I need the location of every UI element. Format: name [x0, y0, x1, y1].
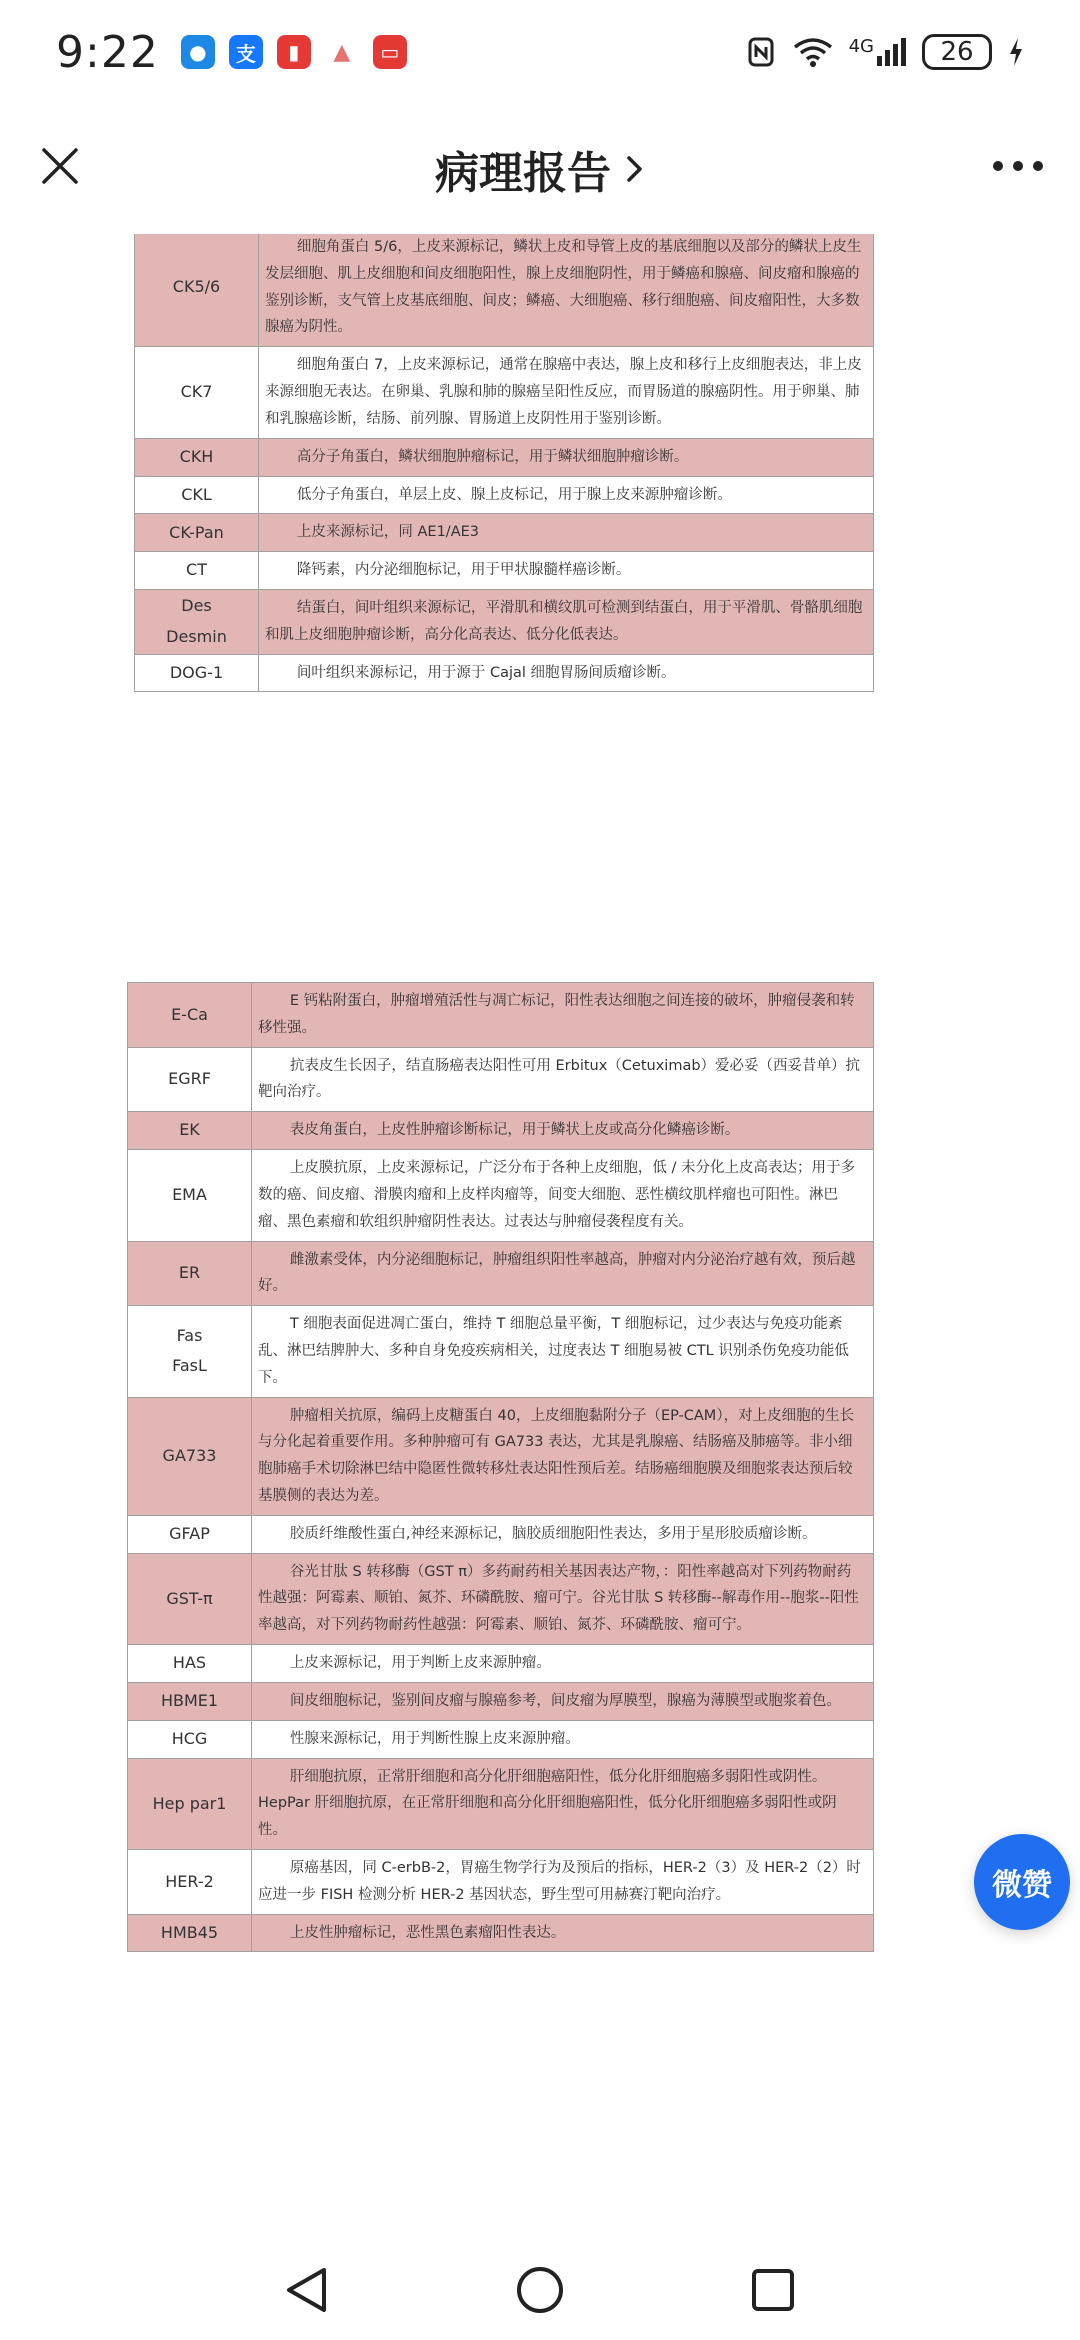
- marker-description: T 细胞表面促进凋亡蛋白，维持 T 细胞总量平衡，T 细胞标记，过少表达与免疫功能紊乱、淋巴结脾肿大、多种自身免疫疾病相关，过度表达 T 细胞易被 CTL 识别杀伤免疫功能低下。: [252, 1306, 874, 1397]
- marker-description: 高分子角蛋白，鳞状细胞肿瘤标记，用于鳞状细胞肿瘤诊断。: [259, 438, 874, 476]
- recents-square-icon: [750, 2267, 796, 2313]
- marker-description: 降钙素，内分泌细胞标记，用于甲状腺髓样癌诊断。: [259, 552, 874, 590]
- marker-description: 雌激素受体，内分泌细胞标记，肿瘤组织阳性率越高，肿瘤对内分泌治疗越有效，预后越好。: [252, 1241, 874, 1306]
- marker-code: Des Desmin: [135, 589, 259, 654]
- marker-code: HMB45: [128, 1914, 252, 1952]
- table-row: [128, 1397, 874, 1515]
- table-row: [135, 234, 874, 347]
- marker-table-2: [127, 982, 874, 1952]
- marker-code: HAS: [128, 1645, 252, 1683]
- navigation-bar: [0, 2239, 1080, 2340]
- marker-code: CKH: [135, 438, 259, 476]
- wifi-icon: [793, 37, 833, 67]
- table-row: [128, 1112, 874, 1150]
- like-float-button[interactable]: [974, 1834, 1070, 1930]
- marker-code: GA733: [128, 1397, 252, 1515]
- network-type: 4G: [848, 36, 874, 57]
- table-row: [128, 1849, 874, 1914]
- marker-code: EMA: [128, 1150, 252, 1241]
- table-row: [128, 1645, 874, 1683]
- table-row: [128, 1515, 874, 1553]
- marker-code: E-Ca: [128, 983, 252, 1048]
- marker-code: ER: [128, 1241, 252, 1306]
- table-row: [128, 1150, 874, 1241]
- marker-code: CT: [135, 552, 259, 590]
- nfc-icon: [747, 37, 777, 67]
- marker-code: GFAP: [128, 1515, 252, 1553]
- marker-description: E 钙粘附蛋白，肿瘤增殖活性与凋亡标记，阳性表达细胞之间连接的破坏，肿瘤侵袭和转移性强。: [252, 983, 874, 1048]
- chevron-right-icon: [625, 152, 645, 186]
- battery-indicator: 26: [922, 34, 992, 70]
- home-button[interactable]: [505, 2255, 575, 2325]
- table-row: [135, 347, 874, 438]
- back-button[interactable]: [272, 2255, 342, 2325]
- marker-code: HER-2: [128, 1849, 252, 1914]
- close-button[interactable]: [28, 134, 92, 198]
- marker-description: 上皮来源标记，同 AE1/AE3: [259, 514, 874, 552]
- marker-description: 肝细胞抗原，正常肝细胞和高分化肝细胞癌阳性，低分化肝细胞癌多弱阳性或阴性。HepPar 肝细胞抗原，在正常肝细胞和高分化肝细胞癌阳性，低分化肝细胞癌多弱阳性或阴性。: [252, 1758, 874, 1849]
- table-row: [128, 983, 874, 1048]
- table-row: [135, 654, 874, 692]
- marker-description: 谷光甘肽 S 转移酶（GST π）多药耐药相关基因表达产物，：阳性率越高对下列药物耐药性越强：阿霉素、顺铂、氮芥、环磷酰胺、瘤可宁。谷光甘肽 S 转移酶--解毒作用--胞浆--阳性率越高，对下列药物耐药性越强：阿霉素、顺铂、氮芥、环磷酰胺、瘤可宁。: [252, 1553, 874, 1644]
- marker-description: 间皮细胞标记，鉴别间皮瘤与腺癌参考，间皮瘤为厚膜型，腺癌为薄膜型或胞浆着色。: [252, 1682, 874, 1720]
- charging-icon: [1008, 37, 1024, 67]
- marker-description: 结蛋白，间叶组织来源标记，平滑肌和横纹肌可检测到结蛋白，用于平滑肌、骨骼肌细胞和肌上皮细胞肿瘤诊断，高分化高表达、低分化低表达。: [259, 589, 874, 654]
- marker-table-1: [134, 234, 874, 692]
- status-bar: [0, 0, 1080, 104]
- reader-app-icon: ▭: [373, 35, 407, 69]
- home-circle-icon: [515, 2265, 565, 2315]
- table-row: [135, 552, 874, 590]
- marker-description: 低分子角蛋白，单层上皮、腺上皮标记，用于腺上皮来源肿瘤诊断。: [259, 476, 874, 514]
- table-row: [135, 589, 874, 654]
- marker-code: Fas FasL: [128, 1306, 252, 1397]
- marker-code: CK7: [135, 347, 259, 438]
- marker-code: HCG: [128, 1720, 252, 1758]
- marker-description: 上皮来源标记，用于判断上皮来源肿瘤。: [252, 1645, 874, 1683]
- marker-description: 细胞角蛋白 7，上皮来源标记，通常在腺癌中表达，腺上皮和移行上皮细胞表达，非上皮来源细胞无表达。在卵巢、乳腺和肺的腺癌呈阳性反应，而胃肠道的腺癌阴性。用于卵巢、肺和乳腺癌诊断，结肠、前列腺、胃肠道上皮阴性用于鉴别诊断。: [259, 347, 874, 438]
- close-icon: [38, 144, 82, 188]
- marker-code: HBME1: [128, 1682, 252, 1720]
- like-float-label: 微赞: [992, 1868, 1052, 1903]
- app-notification-icon: ▮: [277, 35, 311, 69]
- marker-description: 胶质纤维酸性蛋白,神经来源标记，脑胶质细胞阳性表达，多用于星形胶质瘤诊断。: [252, 1515, 874, 1553]
- table-row: [128, 1047, 874, 1112]
- status-right: [747, 34, 1024, 70]
- table-row: [128, 1553, 874, 1644]
- marker-description: 间叶组织来源标记，用于源于 Cajal 细胞胃肠间质瘤诊断。: [259, 654, 874, 692]
- marker-description: 细胞角蛋白 5/6，上皮来源标记，鳞状上皮和导管上皮的基底细胞以及部分的鳞状上皮生发层细胞、肌上皮细胞和间皮细胞阳性，腺上皮细胞阴性，用于鳞癌和腺癌、间皮瘤和腺癌的鉴别诊断，支气管上皮基底细胞、间皮；鳞癌、大细胞癌、移行细胞癌、间皮瘤阳性，大多数腺癌为阴性。: [259, 234, 874, 347]
- marker-description: 表皮角蛋白，上皮性肿瘤诊断标记，用于鳞状上皮或高分化鳞癌诊断。: [252, 1112, 874, 1150]
- marker-description: 上皮膜抗原，上皮来源标记，广泛分布于各种上皮细胞，低 / 未分化上皮高表达；用于多数的癌、间皮瘤、滑膜肉瘤和上皮样肉瘤等，间变大细胞、恶性横纹肌样瘤也可阳性。淋巴瘤、黑色素瘤和软组织肿瘤阴性表达。过表达与肿瘤侵袭程度有关。: [252, 1150, 874, 1241]
- table-row: [135, 514, 874, 552]
- marker-description: 上皮性肿瘤标记，恶性黑色素瘤阳性表达。: [252, 1914, 874, 1952]
- marker-code: CK-Pan: [135, 514, 259, 552]
- marker-code: CK5/6: [135, 234, 259, 347]
- more-icon: [992, 160, 1044, 172]
- notification-icons: [181, 35, 407, 69]
- marker-code: GST-π: [128, 1553, 252, 1644]
- page-title[interactable]: [435, 137, 645, 201]
- table-row: [128, 1720, 874, 1758]
- more-button[interactable]: [978, 134, 1058, 198]
- table-row: [128, 1306, 874, 1397]
- marker-code: DOG-1: [135, 654, 259, 692]
- alipay-icon: 支: [229, 35, 263, 69]
- marker-code: EK: [128, 1112, 252, 1150]
- signal-icon: [849, 38, 906, 66]
- shop-icon: ▲: [325, 35, 359, 69]
- table-row: [135, 438, 874, 476]
- table-row: [128, 1241, 874, 1306]
- back-triangle-icon: [284, 2265, 330, 2315]
- title-bar: [0, 104, 1080, 234]
- report-content[interactable]: [0, 234, 1080, 2239]
- table-row: [128, 1758, 874, 1849]
- table-row: [135, 476, 874, 514]
- table-row: [128, 1914, 874, 1952]
- marker-code: EGRF: [128, 1047, 252, 1112]
- chat-app-icon: ●: [181, 35, 215, 69]
- marker-description: 性腺来源标记，用于判断性腺上皮来源肿瘤。: [252, 1720, 874, 1758]
- table-row: [128, 1682, 874, 1720]
- status-time: 9:22: [56, 26, 159, 78]
- marker-description: 肿瘤相关抗原，编码上皮糖蛋白 40，上皮细胞黏附分子（EP-CAM），对上皮细胞的生长与分化起着重要作用。多种肿瘤可有 GA733 表达，尤其是乳腺癌、结肠癌及肺癌等。非小细胞肺癌手术切除淋巴结中隐匿性微转移灶表达阳性预后差。结肠癌细胞膜及细胞浆表达预后较基膜侧的表达为差。: [252, 1397, 874, 1515]
- marker-code: CKL: [135, 476, 259, 514]
- marker-description: 抗表皮生长因子，结直肠癌表达阳性可用 Erbitux（Cetuximab）爱必妥（西妥昔单）抗靶向治疗。: [252, 1047, 874, 1112]
- marker-code: Hep par1: [128, 1758, 252, 1849]
- marker-description: 原癌基因，同 C-erbB-2，胃癌生物学行为及预后的指标，HER-2（3）及 HER-2（2）时应进一步 FISH 检测分析 HER-2 基因状态，野生型可用赫赛汀靶向治疗。: [252, 1849, 874, 1914]
- recents-button[interactable]: [738, 2255, 808, 2325]
- page-title-text: 病理报告: [435, 148, 611, 199]
